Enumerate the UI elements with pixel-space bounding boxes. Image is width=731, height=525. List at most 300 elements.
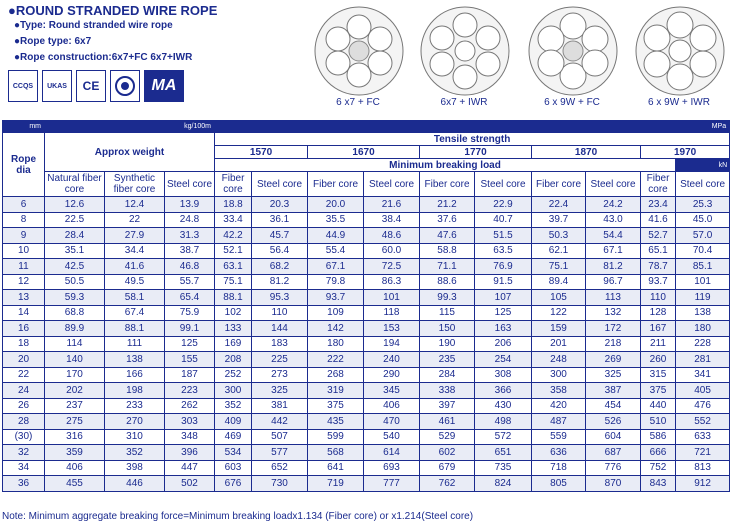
table-cell: 260 <box>641 352 676 368</box>
table-row <box>3 212 730 228</box>
table-cell: 752 <box>641 460 676 476</box>
table-cell: 89.9 <box>45 321 105 337</box>
rope-dia-cell: 28 <box>3 414 45 430</box>
rope-label: 6 x 9W + FC <box>544 97 600 108</box>
table-cell: 498 <box>475 414 532 430</box>
table-cell: 93.7 <box>308 290 364 306</box>
table-cell: 252 <box>215 367 252 383</box>
table-cell: 159 <box>532 321 586 337</box>
table-cell: 225 <box>252 352 308 368</box>
table-cell: 114 <box>45 336 105 352</box>
table-cell: 198 <box>105 383 165 399</box>
table-row <box>3 429 730 445</box>
table-cell: 719 <box>308 476 364 492</box>
table-cell: 38.7 <box>165 243 215 259</box>
table-cell: 138 <box>105 352 165 368</box>
table-row <box>3 398 730 414</box>
table-cell: 180 <box>676 321 730 337</box>
table-cell: 420 <box>532 398 586 414</box>
table-row <box>3 228 730 244</box>
table-cell: 375 <box>641 383 676 399</box>
table-cell: 315 <box>641 367 676 383</box>
table-cell: 81.2 <box>586 259 641 275</box>
table-cell: 33.4 <box>215 212 252 228</box>
table-cell: 169 <box>215 336 252 352</box>
table-cell: 113 <box>586 290 641 306</box>
table-cell: 552 <box>676 414 730 430</box>
ce-logo-icon: CE <box>76 70 106 102</box>
min-breaking-load-header: Minimum breaking load <box>215 159 676 172</box>
table-cell: 57.0 <box>676 228 730 244</box>
table-cell: 190 <box>420 336 475 352</box>
table-cell: 67.4 <box>105 305 165 321</box>
table-cell: 455 <box>45 476 105 492</box>
table-cell: 687 <box>586 445 641 461</box>
table-cell: 409 <box>215 414 252 430</box>
load-col-header: Steel core <box>586 172 641 197</box>
table-cell: 52.1 <box>215 243 252 259</box>
load-col-header: Fiber core <box>215 172 252 197</box>
table-cell: 55.4 <box>308 243 364 259</box>
table-row <box>3 290 730 306</box>
table-cell: 228 <box>676 336 730 352</box>
rope-type-line: ●Rope type: 6x7 <box>14 36 92 47</box>
table-cell: 398 <box>105 460 165 476</box>
rope-dia-cell: 9 <box>3 228 45 244</box>
table-cell: 133 <box>215 321 252 337</box>
table-cell: 70.4 <box>676 243 730 259</box>
table-cell: 118 <box>364 305 420 321</box>
table-cell: 23.4 <box>641 197 676 213</box>
table-cell: 21.6 <box>364 197 420 213</box>
table-cell: 44.9 <box>308 228 364 244</box>
table-cell: 397 <box>420 398 475 414</box>
rope-label: 6x7 + IWR <box>440 97 488 108</box>
table-cell: 912 <box>676 476 730 492</box>
table-cell: 68.2 <box>252 259 308 275</box>
weight-col-header: Steel core <box>165 172 215 197</box>
table-cell: 34.4 <box>105 243 165 259</box>
table-cell: 469 <box>215 429 252 445</box>
table-cell: 813 <box>676 460 730 476</box>
load-col-header: Steel core <box>364 172 420 197</box>
table-cell: 502 <box>165 476 215 492</box>
table-cell: 300 <box>532 367 586 383</box>
table-cell: 352 <box>105 445 165 461</box>
rope-dia-cell: 26 <box>3 398 45 414</box>
table-cell: 641 <box>308 460 364 476</box>
weight-col-header: Synthetic fiber core <box>105 172 165 197</box>
table-cell: 762 <box>420 476 475 492</box>
table-cell: 730 <box>252 476 308 492</box>
table-cell: 49.5 <box>105 274 165 290</box>
table-cell: 140 <box>45 352 105 368</box>
rope-dia-cell: 18 <box>3 336 45 352</box>
table-cell: 290 <box>364 367 420 383</box>
table-cell: 47.6 <box>420 228 475 244</box>
table-cell: 35.1 <box>45 243 105 259</box>
table-cell: 48.6 <box>364 228 420 244</box>
table-cell: 843 <box>641 476 676 492</box>
table-cell: 38.4 <box>364 212 420 228</box>
table-row <box>3 274 730 290</box>
table-cell: 735 <box>475 460 532 476</box>
table-cell: 42.5 <box>45 259 105 275</box>
table-cell: 21.2 <box>420 197 475 213</box>
table-cell: 406 <box>364 398 420 414</box>
table-cell: 223 <box>165 383 215 399</box>
table-cell: 39.7 <box>532 212 586 228</box>
load-col-header: Steel core <box>475 172 532 197</box>
table-cell: 72.5 <box>364 259 420 275</box>
rope-6x9w-fc-icon <box>527 5 619 97</box>
table-cell: 652 <box>252 460 308 476</box>
table-cell: 54.4 <box>586 228 641 244</box>
table-cell: 693 <box>364 460 420 476</box>
header-area <box>0 0 731 118</box>
table-cell: 348 <box>165 429 215 445</box>
rope-dia-cell: 24 <box>3 383 45 399</box>
table-row <box>3 383 730 399</box>
table-cell: 28.4 <box>45 228 105 244</box>
certification-logos <box>8 68 184 104</box>
unit-mm: mm <box>3 121 45 133</box>
table-cell: 142 <box>308 321 364 337</box>
table-cell: 163 <box>475 321 532 337</box>
page-title: ●ROUND STRANDED WIRE ROPE <box>8 3 218 18</box>
seal-logo-icon <box>110 70 140 102</box>
table-cell: 88.1 <box>105 321 165 337</box>
table-cell: 22.5 <box>45 212 105 228</box>
table-row <box>3 352 730 368</box>
table-cell: 101 <box>676 274 730 290</box>
table-cell: 101 <box>364 290 420 306</box>
table-row <box>3 305 730 321</box>
table-cell: 262 <box>165 398 215 414</box>
table-cell: 20.0 <box>308 197 364 213</box>
table-cell: 211 <box>641 336 676 352</box>
table-cell: 95.3 <box>252 290 308 306</box>
table-cell: 325 <box>252 383 308 399</box>
table-cell: 180 <box>308 336 364 352</box>
table-cell: 604 <box>586 429 641 445</box>
table-cell: 27.9 <box>105 228 165 244</box>
rope-label: 6 x 9W + IWR <box>648 97 710 108</box>
table-cell: 375 <box>308 398 364 414</box>
table-cell: 586 <box>641 429 676 445</box>
table-cell: 447 <box>165 460 215 476</box>
load-col-header: Steel core <box>252 172 308 197</box>
table-cell: 602 <box>420 445 475 461</box>
table-cell: 341 <box>676 367 730 383</box>
table-cell: 870 <box>586 476 641 492</box>
table-cell: 89.4 <box>532 274 586 290</box>
table-cell: 240 <box>364 352 420 368</box>
table-cell: 510 <box>641 414 676 430</box>
rope-6x9w-iwr-icon <box>634 5 726 97</box>
table-cell: 18.8 <box>215 197 252 213</box>
table-cell: 237 <box>45 398 105 414</box>
table-cell: 187 <box>165 367 215 383</box>
table-cell: 235 <box>420 352 475 368</box>
table-cell: 31.3 <box>165 228 215 244</box>
table-row <box>3 321 730 337</box>
table-cell: 37.6 <box>420 212 475 228</box>
table-row <box>3 414 730 430</box>
table-cell: 12.4 <box>105 197 165 213</box>
table-row <box>3 460 730 476</box>
table-cell: 68.8 <box>45 305 105 321</box>
table-cell: 36.1 <box>252 212 308 228</box>
table-cell: 93.7 <box>641 274 676 290</box>
table-cell: 430 <box>475 398 532 414</box>
table-cell: 52.7 <box>641 228 676 244</box>
table-cell: 273 <box>252 367 308 383</box>
table-cell: 62.1 <box>532 243 586 259</box>
table-cell: 454 <box>586 398 641 414</box>
table-cell: 614 <box>364 445 420 461</box>
table-cell: 202 <box>45 383 105 399</box>
table-cell: 20.3 <box>252 197 308 213</box>
load-col-header: Fiber core <box>641 172 676 197</box>
table-cell: 111 <box>105 336 165 352</box>
table-cell: 75.9 <box>165 305 215 321</box>
load-col-header: Fiber core <box>308 172 364 197</box>
rope-label: 6 x7 + FC <box>336 97 380 108</box>
table-cell: 50.5 <box>45 274 105 290</box>
table-cell: 319 <box>308 383 364 399</box>
table-cell: 487 <box>532 414 586 430</box>
unit-kn: kN <box>676 159 730 172</box>
table-cell: 633 <box>676 429 730 445</box>
table-cell: 442 <box>252 414 308 430</box>
table-row <box>3 336 730 352</box>
table-cell: 636 <box>532 445 586 461</box>
table-cell: 63.5 <box>475 243 532 259</box>
table-cell: 172 <box>586 321 641 337</box>
table-cell: 46.8 <box>165 259 215 275</box>
table-cell: 59.3 <box>45 290 105 306</box>
table-cell: 440 <box>641 398 676 414</box>
ukas-logo-icon: UKAS <box>42 70 72 102</box>
table-cell: 435 <box>308 414 364 430</box>
table-cell: 122 <box>532 305 586 321</box>
table-cell: 352 <box>215 398 252 414</box>
table-cell: 138 <box>676 305 730 321</box>
table-cell: 559 <box>532 429 586 445</box>
table-cell: 43.0 <box>586 212 641 228</box>
table-cell: 381 <box>252 398 308 414</box>
table-cell: 81.2 <box>252 274 308 290</box>
table-cell: 41.6 <box>641 212 676 228</box>
table-cell: 599 <box>308 429 364 445</box>
rope-dia-cell: 22 <box>3 367 45 383</box>
table-cell: 75.1 <box>215 274 252 290</box>
table-cell: 110 <box>252 305 308 321</box>
rope-dia-cell: 6 <box>3 197 45 213</box>
table-row <box>3 197 730 213</box>
table-cell: 125 <box>475 305 532 321</box>
table-cell: 45.7 <box>252 228 308 244</box>
table-cell: 476 <box>676 398 730 414</box>
table-cell: 22.9 <box>475 197 532 213</box>
load-col-header: Steel core <box>676 172 730 197</box>
table-cell: 218 <box>586 336 641 352</box>
table-cell: 79.8 <box>308 274 364 290</box>
table-cell: 55.7 <box>165 274 215 290</box>
table-cell: 805 <box>532 476 586 492</box>
rope-dia-cell: 14 <box>3 305 45 321</box>
table-cell: 71.1 <box>420 259 475 275</box>
table-cell: 132 <box>586 305 641 321</box>
table-cell: 167 <box>641 321 676 337</box>
table-cell: 534 <box>215 445 252 461</box>
rope-dia-cell: (30) <box>3 429 45 445</box>
table-cell: 12.6 <box>45 197 105 213</box>
table-cell: 208 <box>215 352 252 368</box>
footnote: Note: Minimum aggregate breaking force=Minimum breaking loadx1.134 (Fiber core) or x1.214(Steel core) <box>2 511 474 522</box>
table-cell: 99.3 <box>420 290 475 306</box>
grade-header: 1870 <box>532 146 641 159</box>
table-cell: 85.1 <box>676 259 730 275</box>
table-cell: 577 <box>252 445 308 461</box>
table-cell: 125 <box>165 336 215 352</box>
table-row <box>3 367 730 383</box>
table-cell: 222 <box>308 352 364 368</box>
ccqs-logo-icon: CCQS <box>8 70 38 102</box>
table-cell: 461 <box>420 414 475 430</box>
breaking-load-table <box>2 120 730 492</box>
rope-dia-cell: 11 <box>3 259 45 275</box>
table-cell: 396 <box>165 445 215 461</box>
grade-header: 1970 <box>641 146 730 159</box>
table-cell: 88.1 <box>215 290 252 306</box>
table-cell: 568 <box>308 445 364 461</box>
rope-dia-cell: 32 <box>3 445 45 461</box>
table-cell: 45.0 <box>676 212 730 228</box>
rope-dia-header: Rope dia <box>3 133 45 197</box>
table-cell: 254 <box>475 352 532 368</box>
table-cell: 387 <box>586 383 641 399</box>
table-cell: 102 <box>215 305 252 321</box>
table-cell: 35.5 <box>308 212 364 228</box>
table-cell: 406 <box>45 460 105 476</box>
table-cell: 338 <box>420 383 475 399</box>
table-cell: 308 <box>475 367 532 383</box>
table-cell: 58.1 <box>105 290 165 306</box>
table-cell: 170 <box>45 367 105 383</box>
table-cell: 269 <box>586 352 641 368</box>
table-cell: 76.9 <box>475 259 532 275</box>
rope-dia-cell: 13 <box>3 290 45 306</box>
table-cell: 194 <box>364 336 420 352</box>
table-cell: 86.3 <box>364 274 420 290</box>
table-cell: 42.2 <box>215 228 252 244</box>
table-cell: 526 <box>586 414 641 430</box>
table-cell: 67.1 <box>586 243 641 259</box>
table-cell: 540 <box>364 429 420 445</box>
unit-kg: kg/100m <box>45 121 215 133</box>
ma-logo-icon: MA <box>144 70 184 102</box>
table-cell: 65.4 <box>165 290 215 306</box>
table-cell: 78.7 <box>641 259 676 275</box>
table-cell: 201 <box>532 336 586 352</box>
unit-mpa: MPa <box>215 121 730 133</box>
table-row <box>3 476 730 492</box>
table-cell: 679 <box>420 460 475 476</box>
table-cell: 110 <box>641 290 676 306</box>
table-cell: 651 <box>475 445 532 461</box>
table-cell: 75.1 <box>532 259 586 275</box>
table-cell: 316 <box>45 429 105 445</box>
table-cell: 358 <box>532 383 586 399</box>
table-cell: 470 <box>364 414 420 430</box>
table-cell: 721 <box>676 445 730 461</box>
table-body <box>3 197 730 492</box>
rope-dia-cell: 20 <box>3 352 45 368</box>
grade-header: 1770 <box>420 146 532 159</box>
approx-weight-header: Approx weight <box>45 133 215 172</box>
table-cell: 22.4 <box>532 197 586 213</box>
rope-dia-cell: 10 <box>3 243 45 259</box>
table-cell: 206 <box>475 336 532 352</box>
weight-col-header: Natural fiber core <box>45 172 105 197</box>
table-cell: 88.6 <box>420 274 475 290</box>
rope-dia-cell: 16 <box>3 321 45 337</box>
table-cell: 529 <box>420 429 475 445</box>
table-cell: 96.7 <box>586 274 641 290</box>
table-cell: 268 <box>308 367 364 383</box>
table-cell: 58.8 <box>420 243 475 259</box>
table-cell: 63.1 <box>215 259 252 275</box>
table-row <box>3 445 730 461</box>
table-cell: 153 <box>364 321 420 337</box>
type-line: ●Type: Round stranded wire rope <box>14 20 173 31</box>
table-row <box>3 259 730 275</box>
table-cell: 359 <box>45 445 105 461</box>
table-cell: 67.1 <box>308 259 364 275</box>
table-cell: 325 <box>586 367 641 383</box>
table-cell: 41.6 <box>105 259 165 275</box>
table-cell: 233 <box>105 398 165 414</box>
table-cell: 22 <box>105 212 165 228</box>
table-cell: 345 <box>364 383 420 399</box>
table-cell: 105 <box>532 290 586 306</box>
table-cell: 155 <box>165 352 215 368</box>
table-cell: 40.7 <box>475 212 532 228</box>
table-cell: 507 <box>252 429 308 445</box>
construction-line: ●Rope construction:6x7+FC 6x7+IWR <box>14 52 193 63</box>
table-cell: 65.1 <box>641 243 676 259</box>
table-cell: 824 <box>475 476 532 492</box>
rope-dia-cell: 34 <box>3 460 45 476</box>
table-cell: 666 <box>641 445 676 461</box>
table-row <box>3 243 730 259</box>
rope-6x7-fc-icon <box>313 5 405 97</box>
table-cell: 248 <box>532 352 586 368</box>
table-cell: 366 <box>475 383 532 399</box>
rope-6x7-iwr-icon <box>419 5 511 97</box>
table-cell: 24.8 <box>165 212 215 228</box>
table-cell: 56.4 <box>252 243 308 259</box>
table-cell: 284 <box>420 367 475 383</box>
table-cell: 603 <box>215 460 252 476</box>
table-cell: 25.3 <box>676 197 730 213</box>
table-cell: 270 <box>105 414 165 430</box>
table-cell: 718 <box>532 460 586 476</box>
rope-dia-cell: 8 <box>3 212 45 228</box>
grade-header: 1570 <box>215 146 308 159</box>
